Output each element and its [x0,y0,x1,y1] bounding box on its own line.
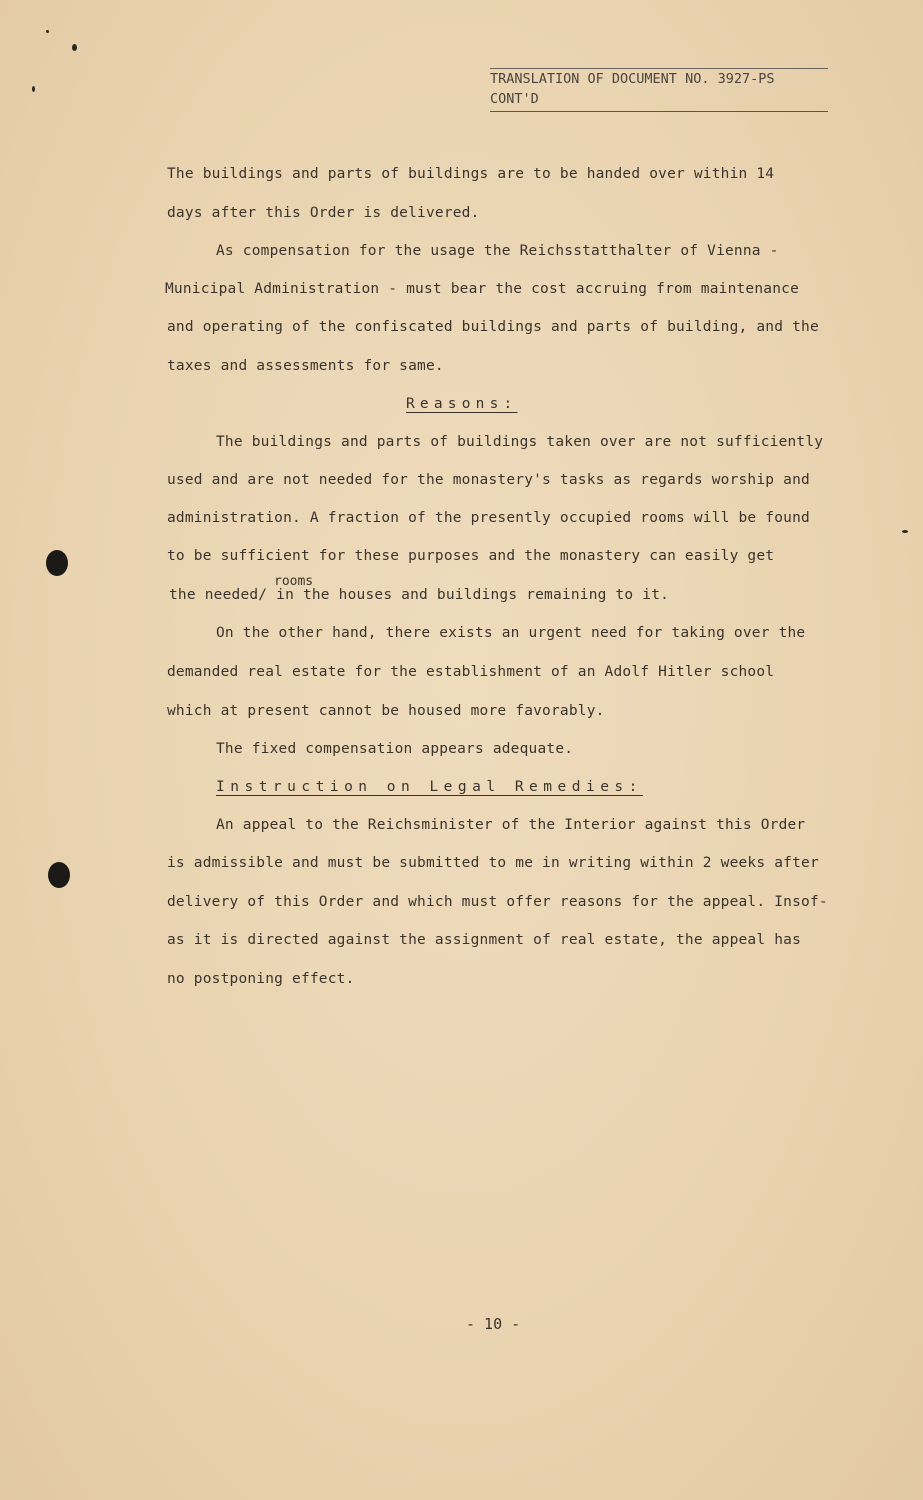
handwritten-insertion: rooms [274,574,314,589]
text-line: days after this Order is delivered. [167,205,480,221]
reasons-heading: Reasons: [406,396,518,412]
text-line: taxes and assessments for same. [167,358,444,374]
text-line: used and are not needed for the monastery's tasks as regards worship and [167,472,810,488]
text-line: The buildings and parts of buildings are to be handed over within 14 [167,166,775,182]
text-line: which at present cannot be housed more favorably. [167,703,605,719]
text-line: the needed/ in the houses and buildings remaining to it. [169,587,670,603]
text-line: no postponing effect. [167,971,355,987]
text-line: is admissible and must be submitted to me in writing within 2 weeks after [167,855,819,871]
header-title: TRANSLATION OF DOCUMENT NO. 3927-PS [490,68,828,89]
text-line: The buildings and parts of buildings taken over are not sufficiently [216,434,824,450]
page-number: - 10 - [466,1315,521,1333]
text-line: Municipal Administration - must bear the cost accruing from maintenance [165,281,800,297]
text-line: administration. A fraction of the presently occupied rooms will be found [167,510,810,526]
header-continued: CONT'D [490,91,539,107]
text-line: delivery of this Order and which must offer reasons for the appeal. Insof- [167,894,828,910]
text-line: An appeal to the Reichsminister of the Interior against this Order [216,817,806,833]
document-header [490,68,828,112]
text-line: as it is directed against the assignment of real estate, the appeal has [167,932,802,948]
text-line: to be sufficient for these purposes and the monastery can easily get [167,548,775,564]
ink-speck [32,86,35,92]
text-line: As compensation for the usage the Reichsstatthalter of Vienna - [216,243,779,259]
punch-hole-top [46,550,68,576]
text-line: On the other hand, there exists an urgent need for taking over the [216,625,806,641]
punch-hole-bottom [48,862,70,888]
ink-speck [46,30,49,33]
ink-speck [72,44,77,51]
text-line: and operating of the confiscated buildings and parts of building, and the [167,319,819,335]
ink-speck [902,530,908,533]
text-line: The fixed compensation appears adequate. [216,741,574,757]
remedies-heading: Instruction on Legal Remedies: [216,779,643,795]
text-line: demanded real estate for the establishment of an Adolf Hitler school [167,664,775,680]
